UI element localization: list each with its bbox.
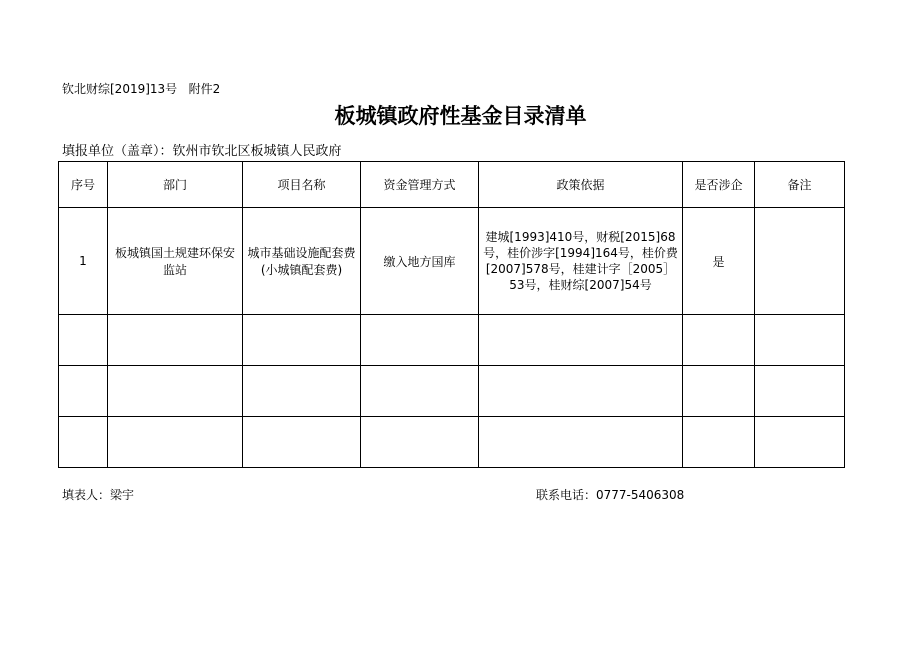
filler-name: 填表人：梁宇 <box>62 488 135 502</box>
header-policy-basis: 政策依据 <box>479 162 683 208</box>
cell-fund-management: 缴入地方国库 <box>361 208 479 315</box>
empty-cell <box>59 366 108 417</box>
empty-cell <box>59 315 108 366</box>
cell-department: 板城镇国土规建环保安监站 <box>108 208 243 315</box>
empty-cell <box>683 417 755 468</box>
table-row-empty <box>59 417 845 468</box>
empty-cell <box>479 417 683 468</box>
header-project-name: 项目名称 <box>243 162 361 208</box>
cell-remarks <box>755 208 845 315</box>
empty-cell <box>108 417 243 468</box>
cell-involves-enterprise: 是 <box>683 208 755 315</box>
header-remarks: 备注 <box>755 162 845 208</box>
empty-cell <box>243 315 361 366</box>
empty-cell <box>59 417 108 468</box>
header-fund-management: 资金管理方式 <box>361 162 479 208</box>
table-row <box>59 208 845 315</box>
empty-cell <box>361 417 479 468</box>
header-department: 部门 <box>108 162 243 208</box>
empty-cell <box>755 366 845 417</box>
empty-cell <box>755 315 845 366</box>
table-row-empty <box>59 315 845 366</box>
cell-policy-basis: 建城[1993]410号，财税[2015]68号，桂价涉字[1994]164号，桂价费[2007]578号，桂建计字［2005］53号，桂财综[2007]54号 <box>479 208 683 315</box>
empty-cell <box>683 315 755 366</box>
table-row-empty <box>59 366 845 417</box>
empty-cell <box>479 315 683 366</box>
document-reference: 钦北财综[2019]13号 附件2 <box>62 82 221 96</box>
empty-cell <box>361 315 479 366</box>
header-involves-enterprise: 是否涉企 <box>683 162 755 208</box>
empty-cell <box>479 366 683 417</box>
cell-project-name: 城市基础设施配套费(小城镇配套费) <box>243 208 361 315</box>
empty-cell <box>755 417 845 468</box>
reporting-unit: 填报单位（盖章）：钦州市钦北区板城镇人民政府 <box>62 144 342 159</box>
empty-cell <box>108 366 243 417</box>
empty-cell <box>108 315 243 366</box>
empty-cell <box>243 417 361 468</box>
page-title: 板城镇政府性基金目录清单 <box>334 103 587 128</box>
fund-table <box>58 161 845 468</box>
contact-phone: 联系电话：0777-5406308 <box>536 488 685 502</box>
empty-cell <box>683 366 755 417</box>
header-no: 序号 <box>59 162 108 208</box>
empty-cell <box>361 366 479 417</box>
table-header-row <box>59 162 845 208</box>
empty-cell <box>243 366 361 417</box>
cell-no: 1 <box>59 208 108 315</box>
